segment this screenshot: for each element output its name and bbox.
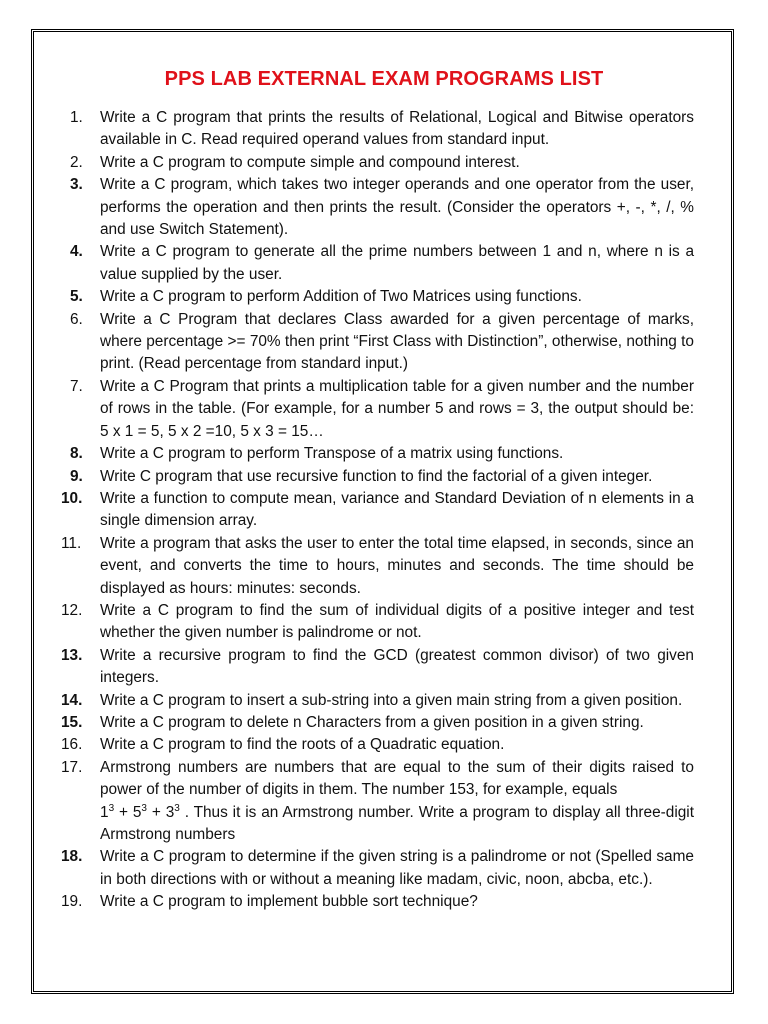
item-number: 9.	[70, 467, 83, 485]
item-text: Write a C program to perform Transpose of a matrix using functions.	[100, 445, 564, 463]
list-item	[70, 241, 694, 286]
list-item	[70, 152, 694, 174]
item-text: Write a C program to determine if the given string is a palindrome or not (Spelled same in both directions with or without a meaning like madam, civic, noon, abcba, etc.).	[100, 848, 694, 888]
item-number: 5.	[70, 288, 83, 306]
item-text: Write a recursive program to find the GCD (greatest common divisor) of two given integers.	[100, 646, 694, 687]
item-number: 10.	[61, 489, 83, 507]
expr-base: + 3	[146, 803, 175, 821]
item-number: 18.	[61, 848, 83, 866]
list-item	[70, 443, 694, 465]
expr-exponent: 3	[141, 802, 147, 814]
item-text: Write a C program to implement bubble sort technique?	[100, 893, 478, 911]
item-text: Write a C program to generate all the prime numbers between 1 and n, where n is a value supplied by the user.	[100, 243, 694, 283]
item-number: 2.	[70, 153, 83, 171]
item-number: 19.	[61, 893, 83, 911]
item-text: Write a C Program that declares Class awarded for a given percentage of marks, where percentage >= 70% then print “First Class with Distinction”, otherwise, nothing to print. (Read percentage from standard input.)	[100, 310, 694, 373]
page-title: PPS LAB EXTERNAL EXAM PROGRAMS LIST	[164, 68, 604, 90]
item-number: 6.	[70, 310, 83, 328]
list-item	[61, 757, 694, 847]
expr-exponent: 3	[174, 802, 180, 814]
list-item	[70, 107, 694, 152]
item-text-part: . Thus it is an Armstrong number. Write a program to display all three-digit Armstrong numbers	[100, 803, 694, 843]
program-list	[61, 107, 694, 914]
item-number: 3.	[70, 176, 83, 194]
item-number: 16.	[61, 736, 83, 754]
list-item	[70, 376, 694, 443]
item-text	[100, 757, 694, 847]
item-number: 7.	[70, 377, 83, 395]
item-number: 13.	[61, 646, 83, 664]
list-item	[61, 734, 694, 756]
list-item	[70, 174, 694, 241]
expr-exponent: 3	[108, 802, 115, 814]
item-text: Write a program that asks the user to enter the total time elapsed, in seconds, since an event, and converts the time to hours, minutes and seconds. The time should be displayed as hours: minutes: seconds.	[100, 534, 694, 597]
item-number: 1.	[70, 109, 83, 126]
item-text: Write a C program to compute simple and compound interest.	[100, 153, 520, 171]
list-item	[61, 488, 694, 533]
list-item	[61, 533, 694, 600]
item-text: Write a C program to perform Addition of Two Matrices using functions.	[100, 288, 582, 306]
item-text-part: Armstrong numbers are numbers that are equal to the sum of their digits raised to power of the number of digits in them. The number 153, for example, equals	[100, 758, 694, 799]
item-number: 17.	[61, 758, 83, 776]
item-number: 15.	[61, 713, 83, 731]
list-item	[70, 466, 694, 488]
item-number: 12.	[61, 601, 83, 619]
list-item	[61, 690, 694, 712]
list-item	[61, 712, 694, 734]
item-number: 11.	[61, 534, 82, 552]
item-text: Write C program that use recursive function to find the factorial of a given integer.	[100, 467, 653, 485]
expr-base: 1	[100, 803, 109, 821]
item-number: 4.	[70, 243, 83, 261]
item-text: Write a C program that prints the results of Relational, Logical and Bitwise operators available in C. Read required operand values from standard input.	[100, 109, 694, 149]
item-text: Write a function to compute mean, variance and Standard Deviation of n elements in a single dimension array.	[100, 489, 694, 530]
item-text: Write a C program to find the sum of individual digits of a positive integer and test whether the given number is palindrome or not.	[100, 601, 694, 642]
item-text: Write a C program to find the roots of a Quadratic equation.	[100, 736, 505, 754]
item-text: Write a C program to delete n Characters from a given position in a given string.	[100, 713, 644, 731]
expr-base: + 5	[114, 803, 142, 821]
item-number: 8.	[70, 445, 83, 463]
item-text: Write a C program, which takes two integer operands and one operator from the user, performs the operation and then prints the result. (Consider the operators +, -, *, /, % and use Switch Statement).	[100, 176, 694, 239]
list-item	[70, 309, 694, 376]
item-text: Write a C Program that prints a multiplication table for a given number and the number of rows in the table. (For example, for a number 5 and rows = 3, the output should be: 5 x 1 = 5, 5 x 2 =10, 5 x 3 = 15…	[100, 377, 694, 440]
list-item	[70, 286, 694, 308]
list-item	[61, 846, 694, 891]
list-item	[61, 645, 694, 690]
item-number: 14.	[61, 691, 83, 709]
list-item	[61, 891, 694, 913]
item-text: Write a C program to insert a sub-string into a given main string from a given position.	[100, 691, 683, 709]
list-item	[61, 600, 694, 645]
